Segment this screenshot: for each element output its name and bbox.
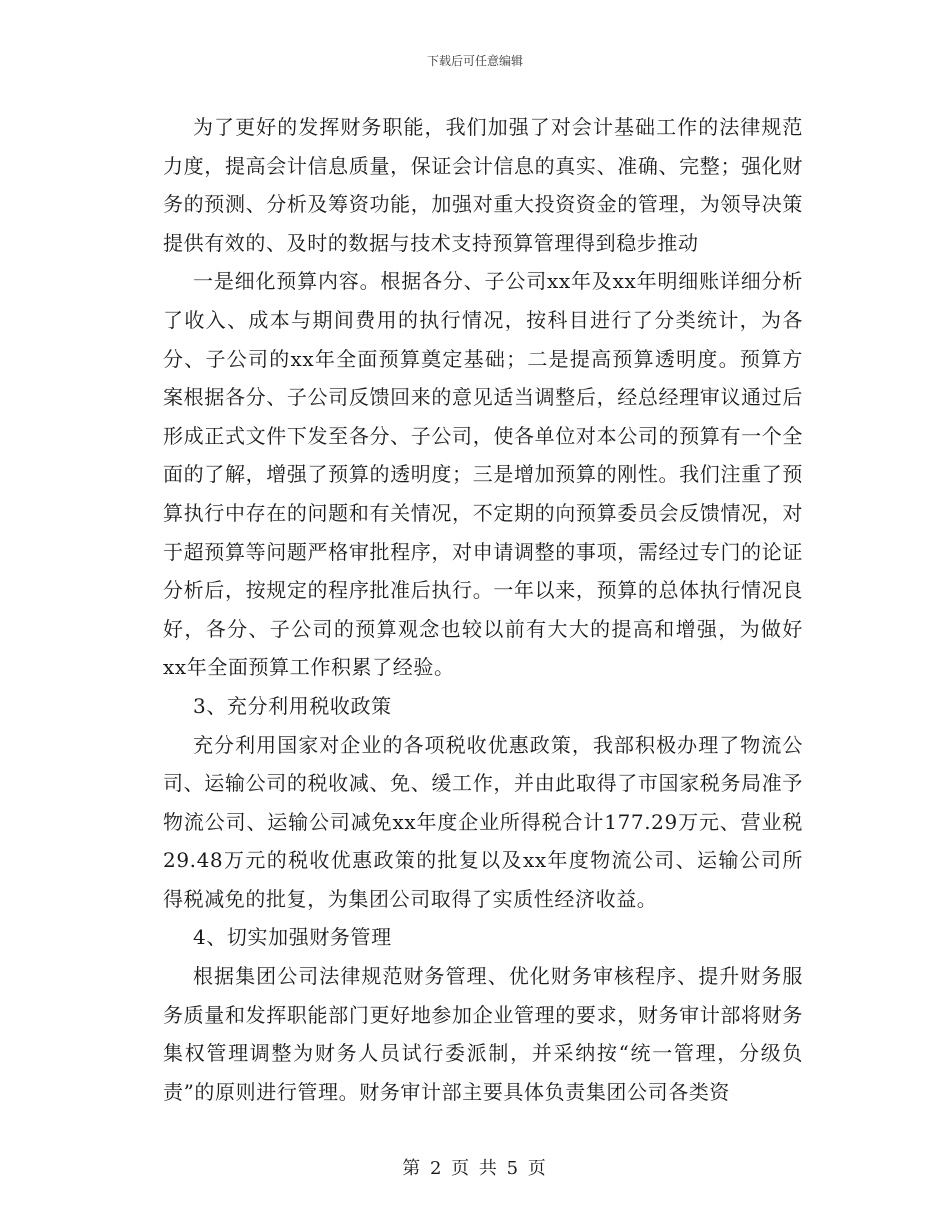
section-heading-financial-management: 4、切实加强财务管理 (193, 925, 392, 950)
section-heading-tax-policy: 3、充分利用税收政策 (193, 693, 392, 718)
document-body (163, 108, 803, 1111)
paragraph-financial-management: 根据集团公司法律规范财务管理、优化财务审核程序、提升财务服务质量和发挥职能部门更好地参加企业管理的要求，财务审计部将财务集权管理调整为财务人员试行委派制，并采纳按“统一管理，分级负责”的原则进行管理。财务审计部主要具体负责集团公司各类资 (163, 964, 803, 1104)
page-header: 下载后可任意编辑 (426, 54, 523, 68)
paragraph-budget-details: 一是细化预算内容。根据各分、子公司xx年及xx年明细账详细分析了收入、成本与期间费用的执行情况，按科目进行了分类统计，为各分、子公司的xx年全面预算奠定基础；二是提高预算透明度。预算方案根据各分、子公司反馈回来的意见适当调整后，经总经理审议通过后形成正式文件下发至各分、子公司，使各单位对本公司的预算有一个全面的了解，增强了预算的透明度；三是增加预算的刚性。我们注重了预算执行中存在的问题和有关情况，不定期的向预算委员会反馈情况，对于超预算等问题严格审批程序，对申请调整的事项，需经过专门的论证分析后，按规定的程序批准后执行。一年以来，预算的总体执行情况良好，各分、子公司的预算观念也较以前有大大的提高和增强，为做好xx年全面预算工作积累了经验。 (163, 269, 803, 680)
page-footer: 第 2 页 共 5 页 (402, 1158, 548, 1179)
paragraph-financial-functions: 为了更好的发挥财务职能，我们加强了对会计基础工作的法律规范力度，提高会计信息质量，保证会计信息的真实、准确、完整；强化财务的预测、分析及筹资功能，加强对重大投资资金的管理，为领导决策提供有效的、及时的数据与技术支持预算管理得到稳步推动 (163, 115, 803, 255)
paragraph-tax-policy: 充分利用国家对企业的各项税收优惠政策，我部积极办理了物流公司、运输公司的税收减、免、缓工作，并由此取得了市国家税务局准予物流公司、运输公司减免xx年度企业所得税合计177.29万元、营业税29.48万元的税收优惠政策的批复以及xx年度物流公司、运输公司所得税减免的批复，为集团公司取得了实质性经济收益。 (163, 732, 803, 911)
